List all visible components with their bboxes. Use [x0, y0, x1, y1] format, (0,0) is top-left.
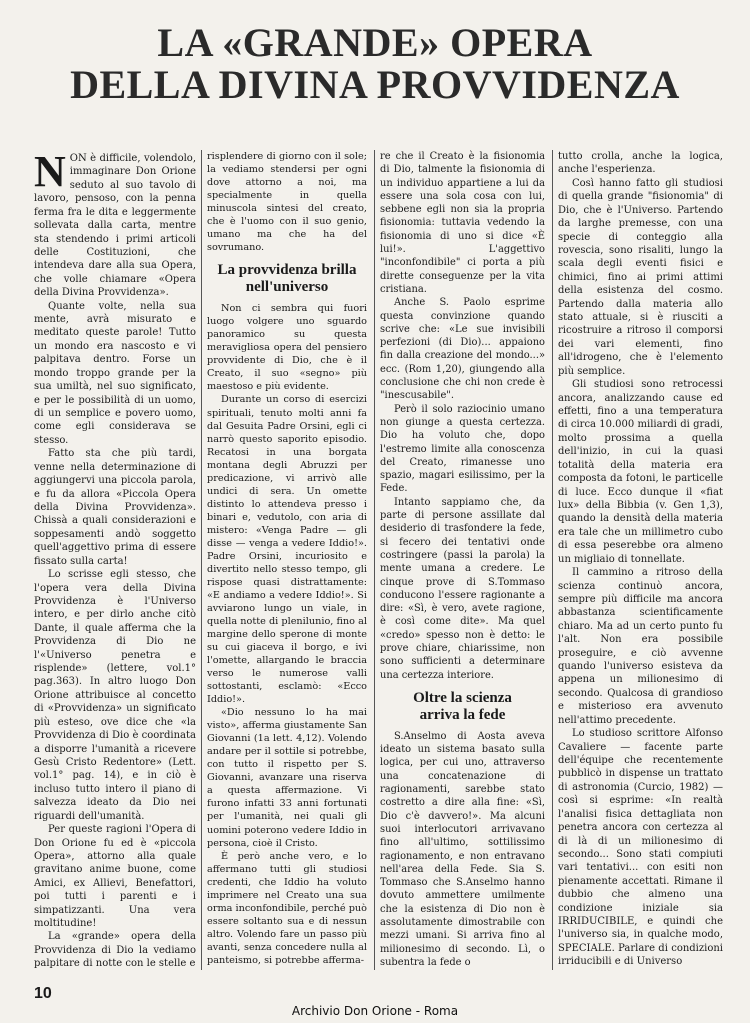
text-column-4 [558, 150, 723, 969]
title-line-2: DELLA DIVINA PROVVIDENZA [70, 62, 680, 107]
paragraph: risplendere di giorno con il sole; la vediamo stendersi per ogni dove attorno a noi, ma specialmente in quella minuscola sintesi del creato, che è l'uomo con il suo genio, umano ma che ha del sovrumano. [207, 151, 367, 254]
archive-footer: Archivio Don Orione - Roma [291, 1004, 459, 1018]
paragraph: Il cammino a ritroso della scienza continuò ancora, sempre più difficile ma ancora abbastanza scientificamente chiaro. Ma ad un certo punto fu l'alt. Non era possibile proseguire, e ciò avvenne quando l'universo esisteva da appena un milionesimo di secondo. Qualcosa di grandioso e misterioso era avvenuto nell'attimo precedente. [558, 567, 723, 726]
page-number: 10 [34, 985, 52, 1002]
section-heading-line: La provvidenza brilla [217, 262, 357, 279]
column-divider [201, 150, 202, 970]
drop-cap: N [34, 147, 66, 196]
paragraph: Però il solo raziocinio umano non giunge a questa certezza. Dio ha voluto che, dopo l'estremo limite alla conoscenza del Creato, rimanesse uno spazio, magari esilissimo, per la Fede. [380, 403, 545, 495]
paragraph: Così hanno fatto gli studiosi di quella grande "fisionomia" di Dio, che è l'Universo. Partendo da larghe premesse, con una specie di conteggio alla rovescia, sono risaliti, lungo la scala degli eventi fisici e chimici, fino ai primi attimi della esistenza del cosmo. Partendo dalla materia allo stato attuale, si è riusciti a ricostruire a ritroso il comporsi dei vari elementi, fino all'idrogeno, che è l'elemento più semplice. [558, 177, 723, 377]
paragraph: Durante un corso di esercizi spirituali, tenuto molti anni fa dal Gesuita Padre Orsini, egli ci narrò questo saporito episodio. Recatosi in una borgata montana degli Abruzzi per predicazione, vi arrivò alle undici di sera. Un omette distinto lo attendeva presso i binari e, vedutolo, con aria di mistero: «Venga Padre — gli disse — venga a vedere Iddio!». Padre Orsini, incuriosito e divertito nello stesso tempo, gli rispose quasi distrattamente: «E andiamo a vedere Iddio!». Si avviarono lungo un viale, in quella notte di plenilunio, fino al margine dello sperone di monte su cui giaceva il borgo, e ivi l'omette, allargando le braccia verso le numerose valli sottostanti, esclamò: «Ecco Iddio!». [207, 394, 367, 706]
column-divider [552, 150, 553, 970]
section-heading [207, 262, 367, 296]
paragraph: S.Anselmo di Aosta aveva ideato un sistema basato sulla logica, per cui uno, attraverso una concatenazione di ragionamenti, sarebbe stato costretto a dire alla fine: «Sì, Dio c'è davvero!». Ma alcuni suoi interlocutori arrivavano fino all'ultimo, sottilissimo ragionamento, e non entravano nell'area della Fede. Sia S. Tommaso che S.Anselmo hanno dovuto ammettere umilmente che la esistenza di Dio non è assolutamente dimostrabile con mezzi umani. Si arriva fino al milionesimo di secondo. Lì, o subentra la fede o [380, 730, 545, 968]
paragraph: Quante volte, nella sua mente, avrà misurato e meditato queste parole! Tutto un mondo era nascosto e vi palpitava dentro. Forse un mondo troppo grande per la sua umiltà, nel suo significato, e per le possibilità di un uomo, di un semplice e povero uomo, come egli considerava se stesso. [34, 300, 196, 446]
text-column-2 [207, 150, 367, 967]
paragraph-text: è difficile, volendolo, immaginare Don Orione seduto al suo tavolo di lavoro, pensoso, con la penna ferma fra le dita e leggermente sollevata dalla carta, mentre sta stendendo i primi articoli delle Costituzioni, che intendeva dare alla sua Opera, che volle chiamare «Opera della Divina Provvidenza». [34, 153, 196, 299]
paragraph: Non ci sembra qui fuori luogo volgere uno sguardo panoramico su questa meravigliosa opera del pensiero provvidente di Dio, che è il Creato, il suo «segno» più maestoso e più evidente. [207, 303, 367, 393]
section-heading [380, 690, 545, 724]
paragraph: Anche S. Paolo esprime questa convinzione quando scrive che: «Le sue invisibili perfezioni (di Dio)... appaiono fin dalla creazione del mondo...» ecc. (Rom 1,20), giungendo alla conclusione che chi non crede è "inescusabile". [380, 297, 545, 402]
opening-word: ON [69, 153, 87, 164]
text-column-3 [380, 150, 545, 969]
paragraph: È però anche vero, e lo affermano tutti gli studiosi credenti, che Iddio ha voluto imprimere nel Creato una sua orma inconfondibile, perché può essere soltanto sua e di nessun altro. Volendo fare un passo più avanti, senza concedere nulla al panteismo, si potrebbe afferma- [207, 850, 367, 966]
paragraph: Fatto sta che più tardi, venne nella determinazione di aggiungervi una piccola parola, e fu da allora «Piccola Opera della Divina Provvidenza». Chissà a quali considerazioni e soppesamenti andò soggetto quell'aggettivo prima di essere fissato sulla carta! [34, 448, 196, 567]
paragraph: La «grande» opera della Provvidenza di Dio la vediamo palpitare di notte con le stelle e [34, 931, 196, 970]
section-heading-line: arriva la fede [419, 706, 506, 723]
column-divider [374, 150, 375, 970]
paragraph: Gli studiosi sono retrocessi ancora, analizzando cause ed effetti, fino a una temperatura di circa 10.000 miliardi di gradi, molto prossima a quella dell'inizio, in cui la quasi totalità della materia era composta da fotoni, le particelle di luce. Ecco dunque il «fiat lux» della Bibbia (v. Gen 1,3), quando la densità della materia era tale che un millimetro cubo di essa peserebbe ora almeno un migliaio di tonnellate. [558, 379, 723, 565]
article-title [0, 22, 750, 106]
text-column-1 [34, 147, 196, 971]
paragraph: Intanto sappiamo che, da parte di persone assillate dal desiderio di trasfondere la fede, si fecero dei tentativi onde costringere (passi la parola) la mente umana a credere. Le cinque prove di S.Tommaso conducono l'essere ragionante a dire: «Sì, è vero, avete ragione, è così come dite». Ma quel «credo» spesso non è detto: le prove chiare, chiarissime, non sono sufficienti a determinare una certezza interiore. [380, 496, 545, 681]
paragraph: re che il Creato è la fisionomia di Dio, talmente la fisionomia di un individuo appartiene a lui da essere una sola cosa con lui, sebbene egli non sia la propria fisionomia: tuttavia vedendo la fisionomia di uno si dice «È lui!». L'aggettivo "inconfondibile" ci porta a più dirette conseguenze per la vita cristiana. [380, 151, 545, 295]
paragraph: tutto crolla, anche la logica, anche l'esperienza. [558, 151, 723, 176]
paragraph: Lo scrisse egli stesso, che l'opera vera della Divina Provvidenza è l'Universo intero, e per dirlo anche citò Dante, il quale afferma che la Provvidenza di Dio ne l'«Universo penetra e risplende» (lettere, vol.1° pag.363). In altro luogo Don Orione attribuisce al concetto di «Provvidenza» un significato più esteso, ove dice che «la Provvidenza di Dio è coordinata a disporre l'umanità a ricevere Gesù Cristo Redentore» (Lett. vol.1° pag. 14), e in ciò è incluso tutto intero il piano di salvezza ideato da Dio nei riguardi dell'umanità. [34, 569, 196, 822]
paragraph: Per queste ragioni l'Opera di Don Orione fu ed è «piccola Opera», attorno alla quale gravitano anime buone, come Amici, ex Allievi, Benefattori, poi tutti i parenti e i simpatizzanti. Una vera moltitudine! [34, 824, 196, 930]
section-heading-line: Oltre la scienza [413, 689, 512, 706]
paragraph: Lo studioso scrittore Alfonso Cavaliere — facente parte dell'équipe che recentemente pubblicò in dispense un trattato di astronomia (Curcio, 1982) — così si esprime: «In realtà l'analisi fisica dettagliata non penetra ancora con certezza al di là di un milionesimo di secondo... Sono stati compiuti vari tentativi... con esiti non pienamente accettati. Rimane il dubbio che almeno una condizione iniziale sia IRRIDUCIBILE, e quindi che l'universo sia, in qualche modo, SPECIALE. Parlare di condizioni irriducibili e di Universo [558, 728, 723, 968]
paragraph: «Dio nessuno lo ha mai visto», afferma giustamente San Giovanni (1a lett. 4,12). Volendo andare per il sottile si potrebbe, con tutto il rispetto per S. Giovanni, avanzare una riserva a questa affermazione. Vi furono infatti 33 anni fortunati per l'umanità, nei quali gli uomini poterono vedere Iddio in persona, cioè il Cristo. [207, 707, 367, 849]
paragraph [34, 147, 196, 300]
section-heading-line: nell'universo [245, 279, 329, 296]
title-line-1: LA «GRANDE» OPERA [157, 20, 593, 65]
